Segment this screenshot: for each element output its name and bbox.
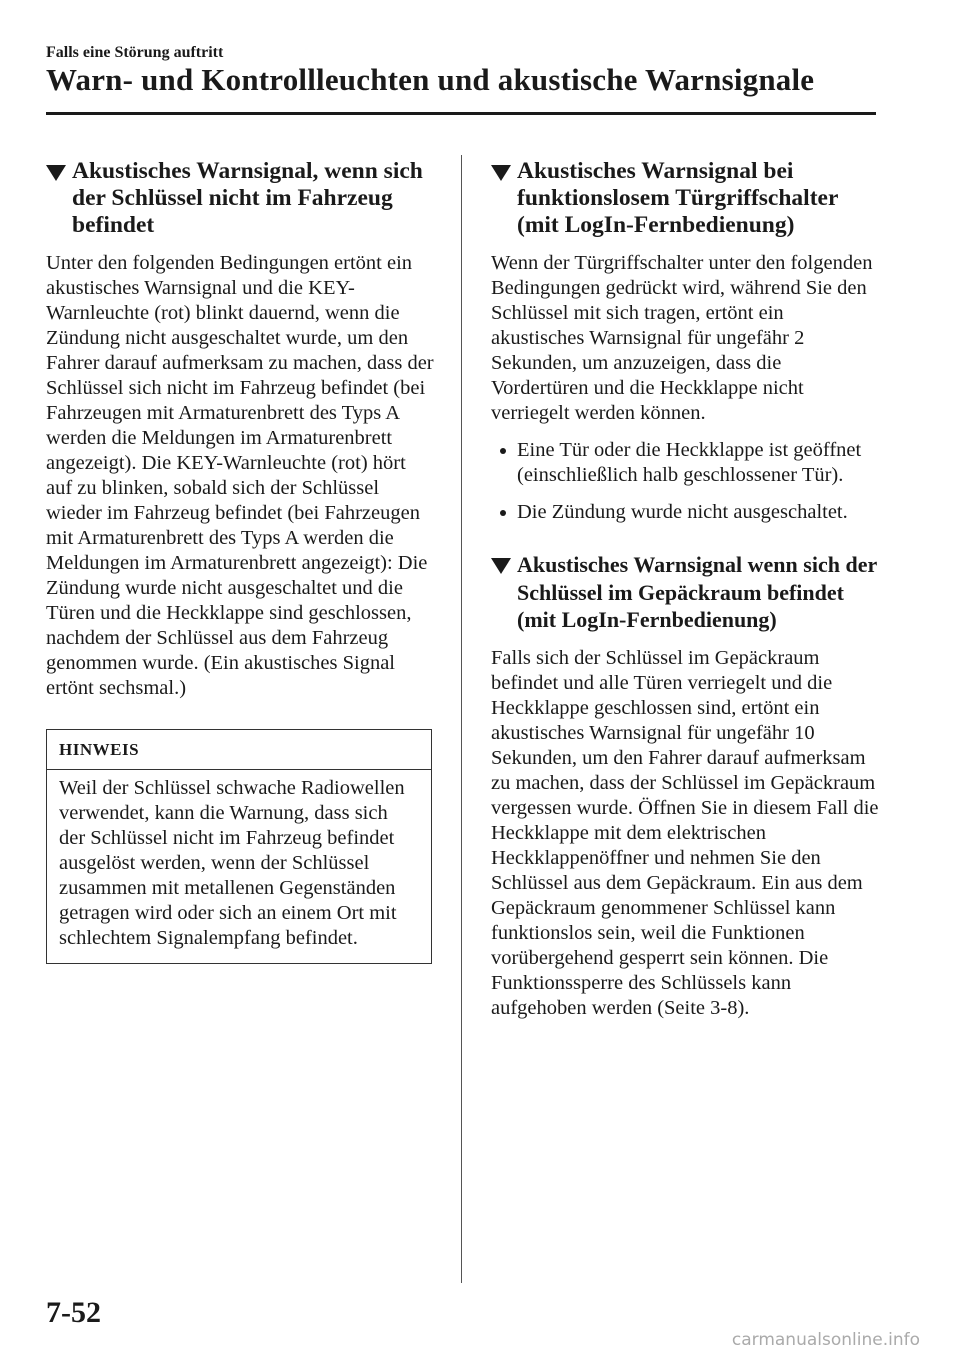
header-rule <box>46 112 876 115</box>
triangle-down-icon <box>46 165 66 181</box>
section-heading-text: Akustisches Warnsignal bei funktionslosem Türgriffschalter (mit LogIn-Fernbedienung) <box>517 158 838 238</box>
triangle-down-icon <box>491 558 511 574</box>
page-number: 7-52 <box>46 1296 101 1329</box>
note-box <box>46 729 432 964</box>
right-column <box>491 158 881 1021</box>
section-heading-text: Akustisches Warnsignal, wenn sich der Schlüssel nicht im Fahrzeug befindet <box>72 158 423 238</box>
list-item-text: Die Zündung wurde nicht ausgeschaltet. <box>517 501 848 523</box>
triangle-down-icon <box>491 165 511 181</box>
note-text: Weil der Schlüssel schwache Radiowellen verwendet, kann die Warnung, dass sich der Schlüssel nicht im Fahrzeug befindet ausgelöst werden, wenn der Schlüssel zusammen mit metallenen Gegenständen getragen wird oder sich an einem Ort mit schlechtem Signalempfang befindet. <box>59 777 405 949</box>
list-item <box>491 500 881 525</box>
column-divider <box>461 155 462 1283</box>
page-title: Warn- und Kontrollleuchten und akustische Warnsignale <box>46 62 815 97</box>
list-item <box>491 438 881 488</box>
note-title: HINWEIS <box>47 730 431 770</box>
section-heading-text: Akustisches Warnsignal wenn sich der Schlüssel im Gepäckraum befindet (mit LogIn-Fernbedienung) <box>517 552 877 632</box>
bullet-icon <box>500 448 506 454</box>
chapter-label: Falls eine Störung auftritt <box>46 44 224 61</box>
bullet-icon <box>500 510 506 516</box>
section-paragraph: Falls sich der Schlüssel im Gepäckraum befindet und alle Türen verriegelt und die Heckklappe geschlossen sind, ertönt ein akustisches Warnsignal für ungefähr 10 Sekunden, um den Fahrer darauf aufmerksam zu machen, dass der Schlüssel im Gepäckraum vergessen wurde. Öffnen Sie in diesem Fall die Heckklappe mit dem elektrischen Heckklappenöffner und nehmen Sie den Schlüssel aus dem Gepäckraum. Ein aus dem Gepäckraum genommener Schlüssel kann funktionslos sein, weil die Funktionen vorübergehend gesperrt sein können. Die Funktionssperre des Schlüssels kann aufgehoben werden (Seite 3-8). <box>491 646 879 1019</box>
left-column <box>46 158 434 964</box>
section-paragraph: Wenn der Türgriffschalter unter den folgenden Bedingungen gedrückt wird, während Sie den Schlüssel mit sich tragen, ertönt ein akustisches Warnsignal für ungefähr 2 Sekunden, um anzuzeigen, dass die Vordertüren und die Heckklappe nicht verriegelt werden können. <box>491 252 873 424</box>
section-heading-key-not-in-vehicle <box>46 158 434 239</box>
list-item-text: Eine Tür oder die Heckklappe ist geöffnet (einschließlich halb geschlossener Tür). <box>517 439 862 486</box>
watermark: carmanualsonline.info <box>731 1330 920 1350</box>
section-paragraph: Unter den folgenden Bedingungen ertönt ein akustisches Warnsignal und die KEY-Warnleuchte (rot) blinkt dauernd, wenn die Zündung nicht ausgeschaltet wurde, um den Fahrer darauf aufmerksam zu machen, dass der Schlüssel sich nicht im Fahrzeug befindet (bei Fahrzeugen mit Armaturenbrett des Typs A werden die Meldungen im Armaturenbrett angezeigt). Die KEY-Warnleuchte (rot) hört auf zu blinken, sobald sich der Schlüssel wieder im Fahrzeug befindet (bei Fahrzeugen mit Armaturenbrett des Typs A werden die Meldungen im Armaturenbrett angezeigt): Die Zündung wurde nicht ausgeschaltet und die Türen und die Heckklappe sind geschlossen, nachdem der Schlüssel aus dem Fahrzeug genommen wurde. (Ein akustisches Signal ertönt sechsmal.) <box>46 252 434 699</box>
section-heading-key-in-trunk <box>491 551 881 634</box>
section-heading-door-switch <box>491 158 881 239</box>
